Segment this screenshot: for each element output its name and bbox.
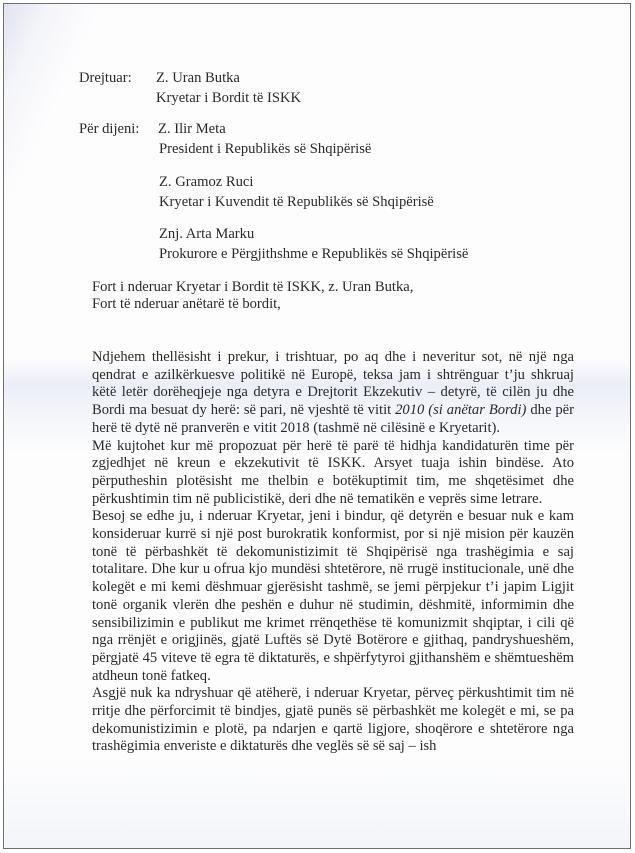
body-paragraph <box>92 349 574 438</box>
body-paragraph: Asgjë nuk ka ndryshuar që atëherë, i nderuar Kryetar, përveç përkushtimit tim në rritje dhe përforcimit të bindjes, gjatë punës së përbashkët me kolegët e mi, se pa dekomunistizimin e plotë, pa ndarjen e qartë ligjore, shoqërore e shtetërore nga trashëgimia enveriste e diktaturës dhe veglës së së saj – ish <box>92 685 574 755</box>
addressed-to-name: Z. Uran Butka <box>156 70 240 86</box>
addressed-to-title: Kryetar i Bordit të ISKK <box>156 90 302 106</box>
scan-shading <box>4 758 630 848</box>
paragraph-text: dhe për herë të dytë në pranverën e vitit 2018 (tashmë në cilësinë e Kryetarit). <box>92 402 574 436</box>
cc-recipient-name: Znj. Arta Marku <box>159 226 255 242</box>
paragraph-text: Ndjehem thellësisht i prekur, i trishtuar, po aq dhe i neveritur sot, në një nga qendrat e azilkërkuesve politikë në Europë, teksa jam i shtrënguar t’ju shkruaj këtë letër dorëheqjeje nga detyra e Drejtorit Ekzekutiv – detyrë, të cilën ju dhe Bordi ma besuat dy herë: së pari, në vjeshtë të vitit <box>92 349 574 419</box>
cc-label: Për dijeni: <box>79 121 140 137</box>
cc-recipient-title: Kryetar i Kuvendit të Republikës së Shqipërisë <box>159 194 434 210</box>
addressed-to-label: Drejtuar: <box>79 70 132 86</box>
letter-body <box>92 349 574 756</box>
cc-recipient-title: Prokurore e Përgjithshme e Republikës së Shqipërisë <box>159 246 469 262</box>
paragraph-italic-text: 2010 (si anëtar Bordi) <box>395 402 527 419</box>
cc-recipient-name: Z. Gramoz Ruci <box>159 174 254 190</box>
letter-page <box>3 3 631 849</box>
salutation-line: Fort i nderuar Kryetar i Bordit të ISKK, z. Uran Butka, <box>92 279 414 295</box>
cc-recipient-name: Z. Ilir Meta <box>158 121 226 137</box>
salutation-line: Fort të nderuar anëtarë të bordit, <box>92 296 281 312</box>
cc-recipient-title: President i Republikës së Shqipërisë <box>159 141 372 157</box>
body-paragraph: Më kujtohet kur më propozuat për herë të parë të hidhja kandidaturën time për zgjedhjet në kreun e ekzekutivit të ISKK. Arsyet tuaja ishin bindëse. Ato përputheshin plotësisht me thelbin e botëkuptimit tim, me shqetësimet dhe përkushtimin tim në publicistikë, deri dhe në tematikën e veprës sime letrare. <box>92 437 574 507</box>
body-paragraph: Besoj se edhe ju, i nderuar Kryetar, jeni i bindur, që detyrën e besuar nuk e kam konsideruar kurrë si një post burokratik konformist, por si një mision për kauzën tonë të përbashkët të dekomunistizimit të Shqipërisë nga trashëgimia e saj totalitare. Dhe kur u ofrua kjo mundësi shtetërore, në rrugë institucionale, unë dhe kolegët e mi kemi dëshmuar gjerësisht tashmë, se jemi përpjekur t’i japim Ligjit tonë organik vlerën dhe peshën e duhur në studimin, dëshmitë, informimin dhe sensibilizimin e publikut me krimet rrënqethëse të komunizmit shqiptar, i cili që nga rrënjët e origjinës, gjatë Luftës së Dytë Botërore e gjithaq, pandryshueshëm, përgjatë 45 viteve të egra të diktaturës, e shpërfytyroi gjithanshëm e shëmtueshëm atdheun tonë fatkeq. <box>92 508 574 684</box>
